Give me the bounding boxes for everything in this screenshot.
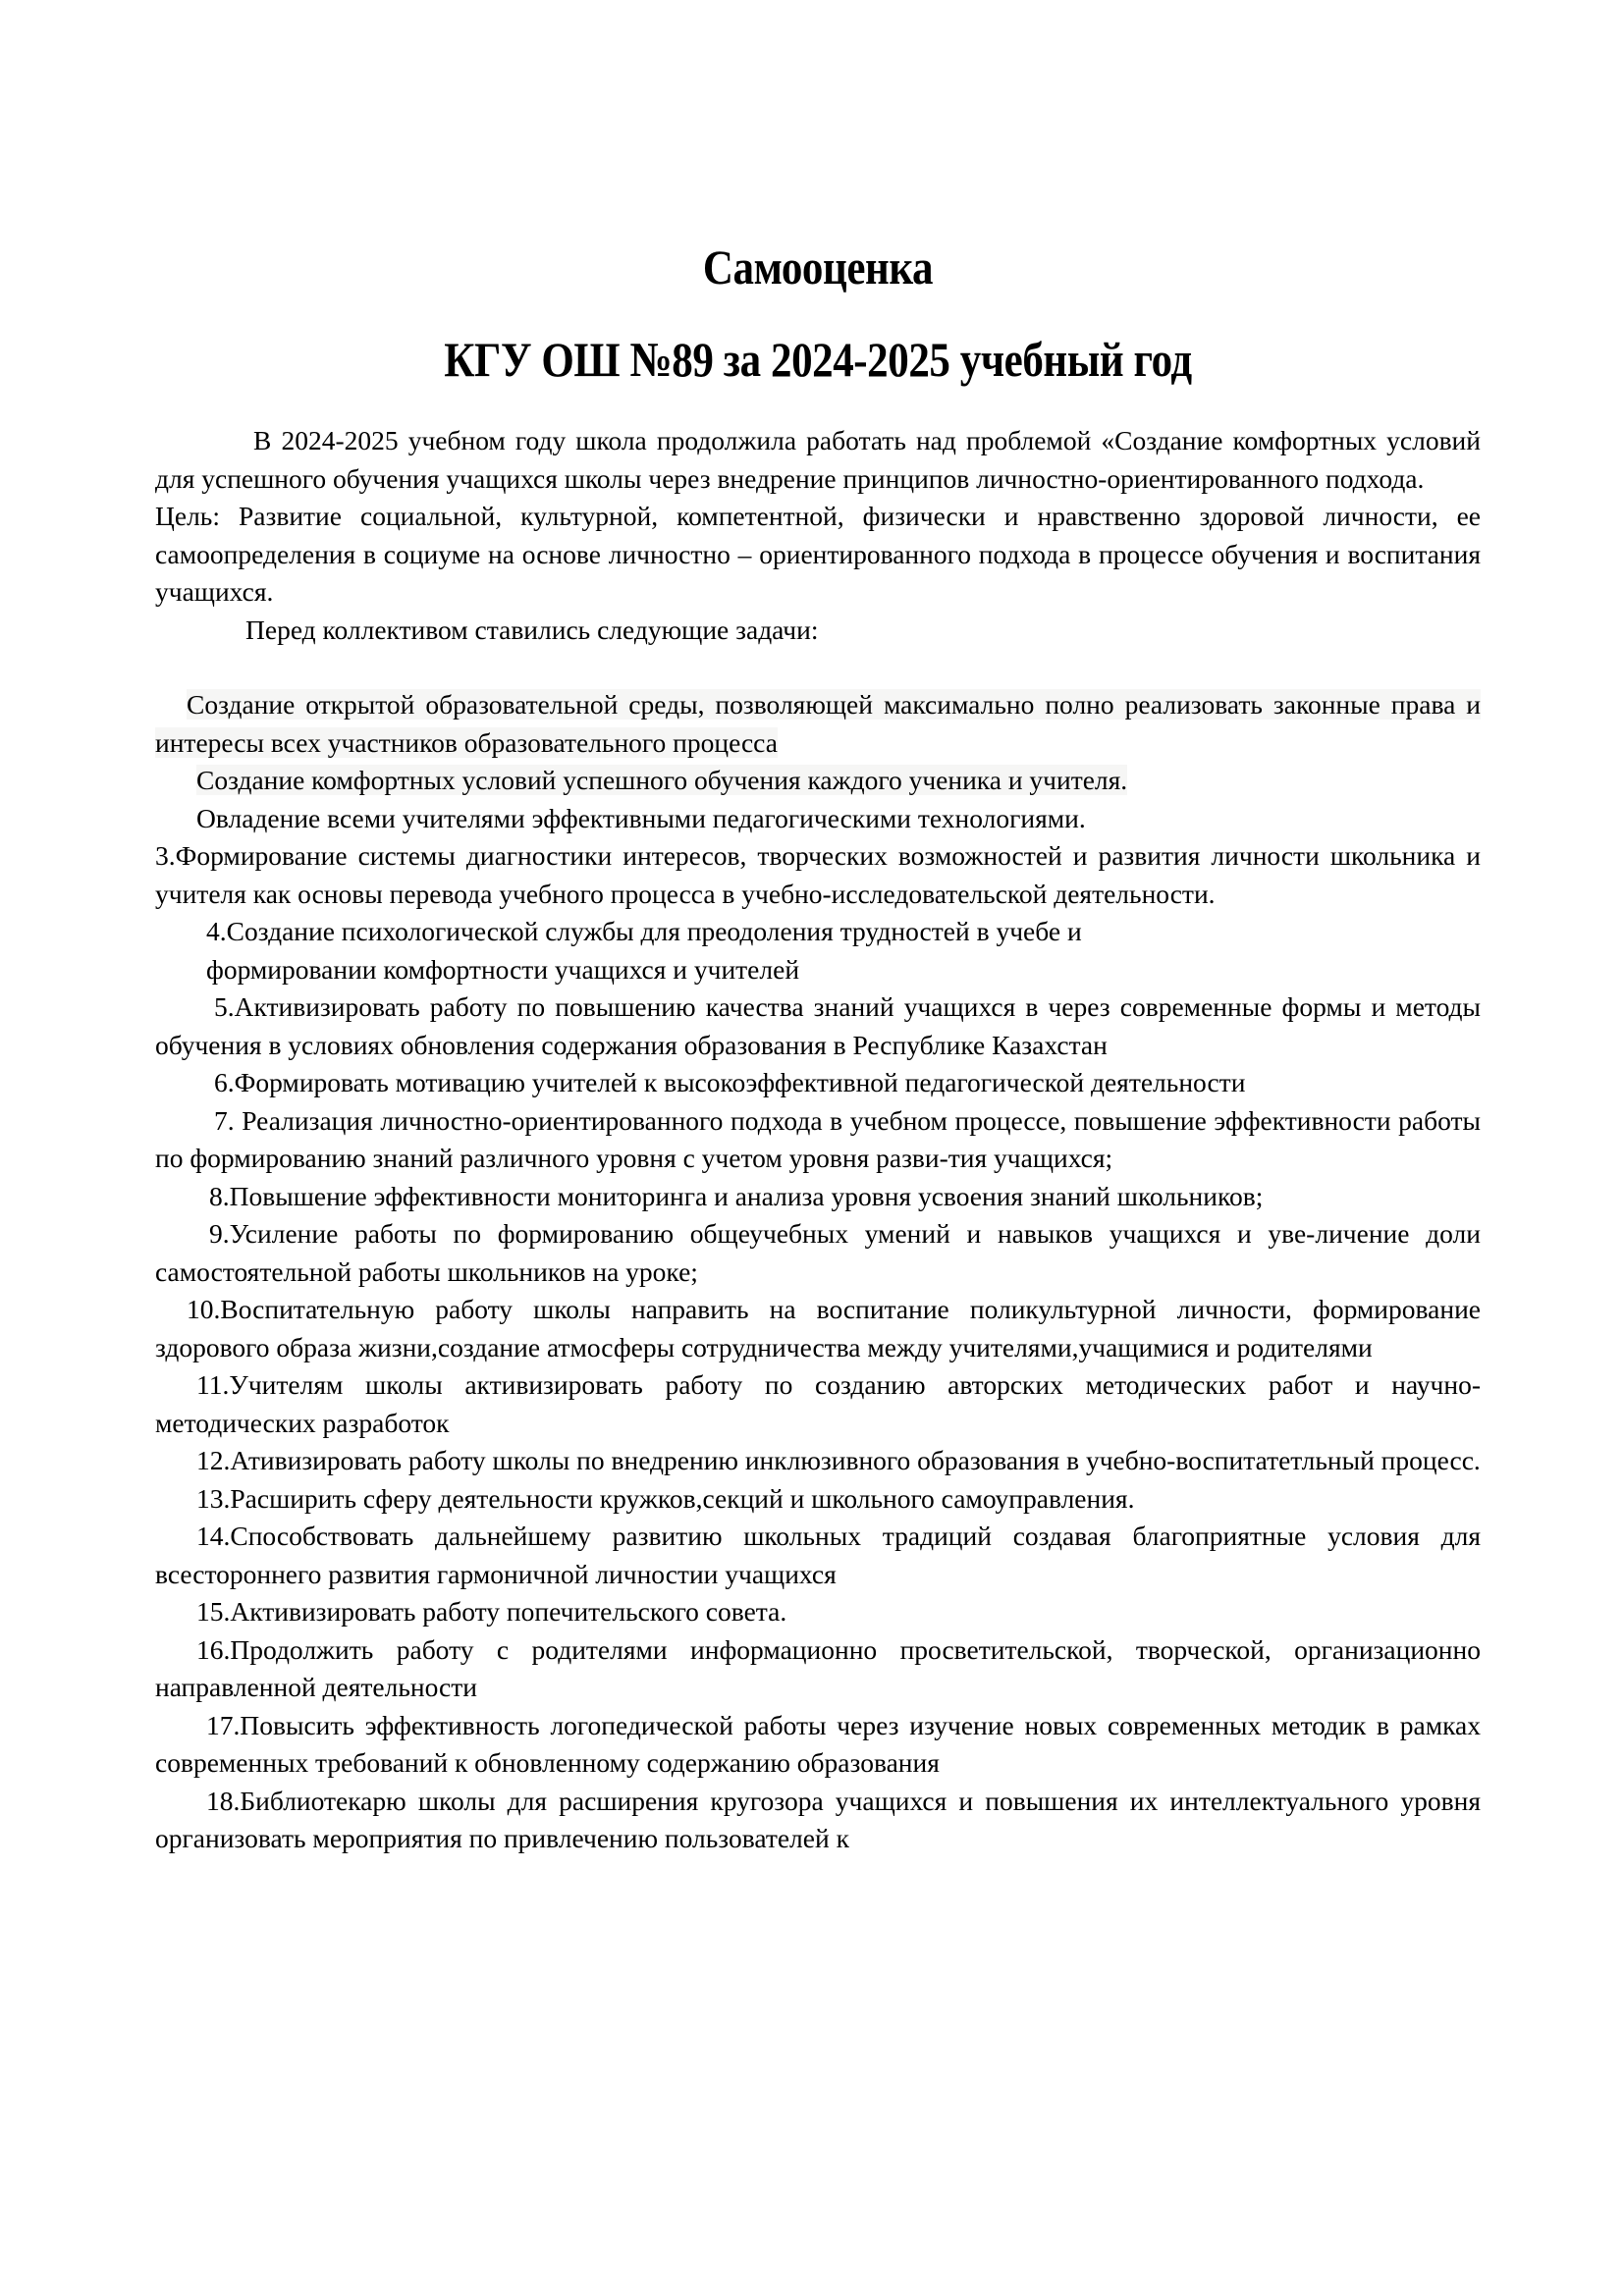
intro-paragraph: В 2024-2025 учебном году школа продолжила работать над проблемой «Создание комфортных условий для успешного обучения учащихся школы через внедрение принципов личностно-ориентированного подхода. — [155, 425, 1481, 494]
task-item: 3.Формирование системы диагностики интересов, творческих возможностей и развития личности школьника и учителя как основы перевода учебного процесса в учебно-исследовательской деятельности. — [155, 840, 1481, 909]
document-body — [155, 422, 1481, 1858]
task-item: 10.Воспитательную работу школы направить на воспитание поликультурной личности, формирование здорового образа жизни,создание атмосферы сотрудничества между учителями,учащимися и родителями — [155, 1294, 1481, 1362]
spacer — [155, 649, 1481, 686]
task-item — [155, 762, 1481, 800]
document-title: Самооценка — [702, 240, 934, 294]
task-block — [155, 913, 1481, 988]
task-item: 18.Библиотекарю школы для расширения кругозора учащихся и повышения их интеллектуального уровня организовать мероприятия по привлечению пользователей к — [155, 1785, 1481, 1853]
task-item: Овладение всеми учителями эффективными педагогическими технологиями. — [196, 802, 1086, 833]
task-item: 12.Ативизировать работу школы по внедрению инклюзивного образования в учебно-воспитатетльный процесс. — [196, 1445, 1481, 1475]
tasks-intro: Перед коллективом ставились следующие задачи: — [245, 614, 819, 645]
document-subtitle: КГУ ОШ №89 за 2024-2025 учебный год — [444, 332, 1192, 387]
task-item: 15.Активизировать работу попечительского совета. — [196, 1596, 787, 1627]
task-item: 8.Повышение эффективности мониторинга и анализа уровня усвоения знаний школьников; — [209, 1180, 1264, 1211]
task-item: 7. Реализация личностно-ориентированного подхода в учебном процессе, повышение эффективности работы по формированию знаний различного уровня с учетом уровня разви-тия учащихся; — [155, 1104, 1481, 1173]
task-item: 17.Повысить эффективность логопедической работы через изучение новых современных методик в рамках современных требований к обновленному содержанию образования — [155, 1709, 1481, 1778]
task-item: 13.Расширить сферу деятельности кружков,секций и школьного самоуправления. — [196, 1482, 1135, 1514]
task-item: 14.Способствовать дальнейшему развитию школьных традиций создавая благоприятные условия для всестороннего развития гармоничной личностии учащихся — [155, 1521, 1481, 1589]
task-item: 9.Усиление работы по формированию общеучебных умений и навыков учащихся и уве-личение доли самостоятельной работы школьников на уроке; — [155, 1218, 1481, 1287]
task-item: 4.Создание психологической службы для преодоления трудностей в учебе и — [206, 916, 1082, 946]
task-text-highlighted: Создание комфортных условий успешного обучения каждого ученика и учителя. — [196, 765, 1128, 795]
task-item: 5.Активизировать работу по повышению качества знаний учащихся в через современные формы и методы обучения в условиях обновления содержания образования в Республике Казахстан — [155, 991, 1481, 1060]
task-item: формировании комфортности учащихся и учителей — [206, 953, 800, 985]
task-item: 11.Учителям школы активизировать работу по созданию авторских методических работ и научно- методических разработок — [155, 1369, 1481, 1438]
goal-paragraph: Цель: Развитие социальной, культурной, компетентной, физически и нравственно здоровой личности, ее самоопределения в социуме на основе личностно – ориентированного подхода в процессе обучения и воспитания учащихся. — [155, 501, 1481, 607]
task-item: 16.Продолжить работу с родителями информационно просветительской, творческой, организационно направленной деятельности — [155, 1633, 1481, 1702]
task-item — [155, 686, 1481, 762]
task-text-highlighted: Создание открытой образовательной среды, позволяющей максимально полно реализовать законные права и интересы всех участников образовательного процесса — [155, 689, 1481, 758]
task-item: 6.Формировать мотивацию учителей к высокоэффективной педагогической деятельности — [214, 1067, 1246, 1097]
